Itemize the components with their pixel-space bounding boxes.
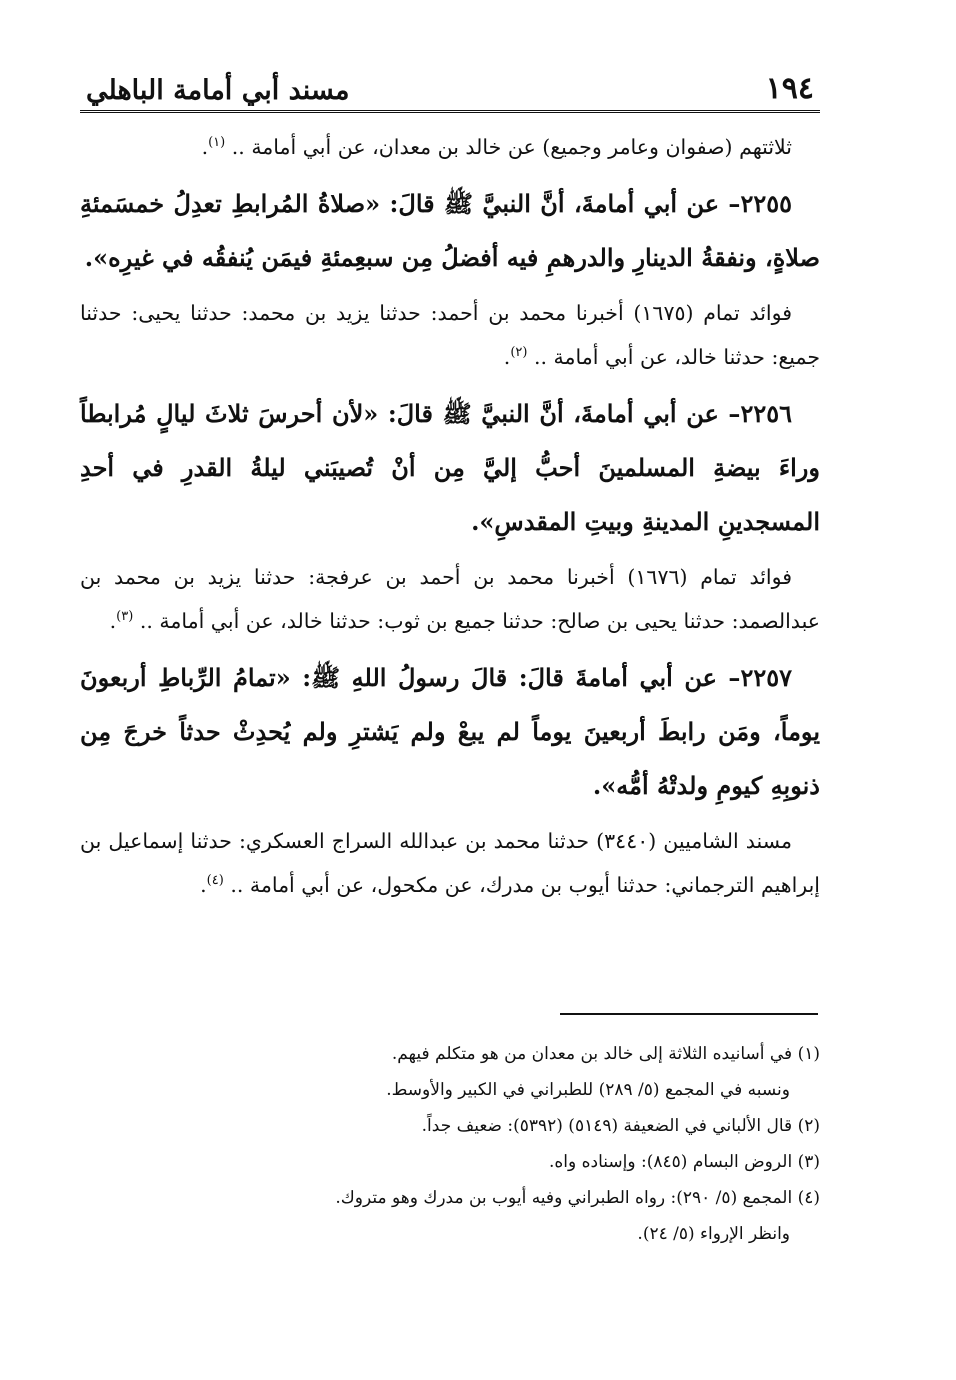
page-number: ١٩٤ xyxy=(765,71,814,106)
source-2256: فوائد تمام (١٦٧٦) أخبرنا محمد بن أحمد بن عرفجة: حدثنا يزيد بن محمد بن عبدالصمد: حدثنا يحيى بن صالح: حدثنا جميع بن ثوب: حدثنا خالد، عن أبي أمامة .. $^{(٣)}$. xyxy=(80,565,820,633)
footnotes xyxy=(120,1036,820,1252)
footnote-2: (٢) قال الألباني في الضعيفة (٥١٤٩) (٥٣٩٢): ضعيف جداً. xyxy=(421,1116,820,1136)
footnote-marker: (٢) xyxy=(510,345,528,361)
source-2257: مسند الشاميين (٣٤٤٠) حدثنا محمد بن عبدالله السراج العسكري: حدثنا إسماعيل بن إبراهيم الترجماني: حدثنا أيوب بن مدرك، عن مكحول، عن أبي أمامة .. $^{(٤)}$. xyxy=(80,829,820,897)
hadith-2256: ٢٢٥٦– عن أبي أمامةَ، أنَّ النبيَّ ﷺ قالَ: «لأن أحرسَ ثلاثَ ليالٍ مُرابطاً وراءَ بيضةِ المسلمينَ أحبُّ إليَّ مِن أنْ تُصيبَني ليلةُ القدرِ في أحدِ المسجدينِ المدينةِ وبيتِ المقدسِ». xyxy=(80,399,820,536)
footnote-separator xyxy=(560,1013,818,1015)
footnote-4-continued: وانظر الإرواء (٥/ ٢٤). xyxy=(637,1224,790,1244)
page-header xyxy=(80,62,820,113)
footnote-marker: (٤) xyxy=(206,873,224,889)
hadith-2257: ٢٢٥٧– عن أبي أمامةَ قالَ: قالَ رسولُ اللهِ ﷺ: «تمامُ الرِّباطِ أربعونَ يوماً، ومَن رابطَ أربعينَ يوماً لم يبعْ ولم يَشترِ ولم يُحدِثْ حدثاً خرجَ مِن ذنوبِهِ كيومِ ولدتْهُ أمُّه». xyxy=(80,663,821,800)
source-paragraph: ثلاثتهم (صفوان وعامر وجميع) عن خالد بن معدان، عن أبي أمامة .. $^{(١)}$. xyxy=(201,135,792,159)
footnote-1: (١) في أسانيده الثلاثة إلى خالد بن معدان من هو متكلم فيهم. xyxy=(391,1044,820,1064)
book-page xyxy=(80,62,820,915)
source-2255: فوائد تمام (١٦٧٥) أخبرنا محمد بن أحمد: حدثنا يزيد بن محمد: حدثنا يحيى: حدثنا جميع: حدثنا خالد، عن أبي أمامة .. $^{(٢)}$. xyxy=(80,301,820,369)
hadith-2255: ٢٢٥٥– عن أبي أمامةَ، أنَّ النبيَّ ﷺ قالَ: «صلاةُ المُرابطِ تعدِلُ خمسَمئةِ صلاةٍ، ونفقةُ الدينارِ والدرهمِ فيه أفضلُ مِن سبعِمئةِ فيمَن يُنفقُه في غيرِه». xyxy=(80,189,820,272)
footnote-marker: (٣) xyxy=(116,609,134,625)
main-text xyxy=(80,125,820,907)
footnote-4: (٤) المجمع (٥/ ٢٩٠): رواه الطبراني وفيه أيوب بن مدرك وهو متروك. xyxy=(335,1188,820,1208)
footnote-1-continued: ونسبه في المجمع (٥/ ٢٨٩) للطبراني في الكبير والأوسط. xyxy=(386,1080,790,1100)
footnote-marker: (١) xyxy=(208,135,226,151)
running-title: مسند أبي أمامة الباهلي xyxy=(86,75,350,106)
footnote-3: (٣) الروض البسام (٨٤٥): وإسناده واه. xyxy=(549,1152,820,1172)
